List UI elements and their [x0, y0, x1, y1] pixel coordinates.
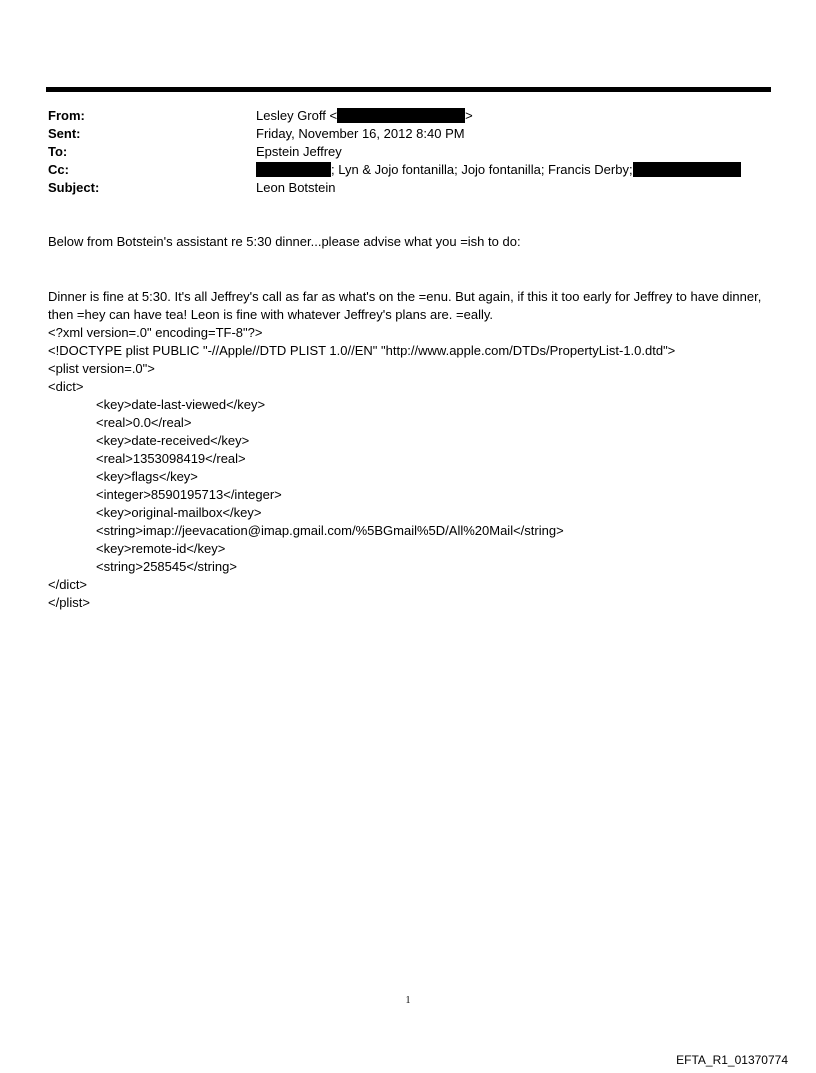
- redaction-box: [633, 162, 741, 177]
- from-suffix: >: [465, 108, 473, 123]
- page-number: 1: [405, 995, 411, 1006]
- plist-line: <string>imap://jeevacation@imap.gmail.com/%5BGmail%5D/All%20Mail</string>: [96, 523, 564, 538]
- subject-label: Subject:: [48, 180, 100, 195]
- plist-line: </plist>: [48, 595, 90, 610]
- redaction-box: [337, 108, 465, 123]
- document-id: EFTA_R1_01370774: [676, 1053, 788, 1067]
- plist-block: [48, 324, 764, 612]
- plist-line: </dict>: [48, 577, 88, 592]
- email-header: [48, 107, 768, 197]
- to-label: To:: [48, 144, 68, 159]
- cc-row: [48, 161, 768, 179]
- cc-value: [256, 161, 741, 179]
- sent-value: Friday, November 16, 2012 8:40 PM: [256, 126, 465, 141]
- subject-value: Leon Botstein: [256, 180, 336, 195]
- cc-recipients: ; Lyn & Jojo fontanilla; Jojo fontanilla; Francis Derby;: [331, 162, 633, 177]
- message-paragraph: Dinner is fine at 5:30. It's all Jeffrey's call as far as what's on the =enu. But again, if this it too early for Jeffrey to have dinner, then =hey can have tea! Leon is fine with whatever Jeffrey's plans are. =eally.: [48, 289, 762, 322]
- header-rule: [46, 87, 771, 92]
- plist-line: <key>flags</key>: [96, 469, 198, 484]
- plist-line: <key>date-received</key>: [96, 433, 250, 448]
- plist-line: <real>0.0</real>: [96, 415, 192, 430]
- subject-row: [48, 179, 768, 197]
- intro-paragraph: Below from Botstein's assistant re 5:30 dinner...please advise what you =ish to do:: [48, 234, 521, 249]
- from-value: [256, 107, 473, 125]
- plist-line: <integer>8590195713</integer>: [96, 487, 282, 502]
- from-label: From:: [48, 108, 85, 123]
- cc-label: Cc:: [48, 162, 69, 177]
- plist-line: <key>date-last-viewed</key>: [96, 397, 266, 412]
- plist-line: <string>258545</string>: [96, 559, 237, 574]
- plist-line: <dict>: [48, 379, 84, 394]
- sent-row: [48, 125, 768, 143]
- sent-label: Sent:: [48, 126, 81, 141]
- plist-line: <key>original-mailbox</key>: [96, 505, 262, 520]
- redaction-box: [256, 162, 331, 177]
- from-row: [48, 107, 768, 125]
- to-row: [48, 143, 768, 161]
- plist-line: <!DOCTYPE plist PUBLIC "-//Apple//DTD PLIST 1.0//EN" "http://www.apple.com/DTDs/PropertyList-1.0.dtd">: [48, 343, 676, 358]
- to-value: Epstein Jeffrey: [256, 144, 342, 159]
- plist-line: <real>1353098419</real>: [96, 451, 246, 466]
- plist-line: <?xml version=.0" encoding=TF-8"?>: [48, 325, 263, 340]
- plist-line: <key>remote-id</key>: [96, 541, 226, 556]
- from-name: Lesley Groff <: [256, 108, 338, 123]
- plist-line: <plist version=.0">: [48, 361, 155, 376]
